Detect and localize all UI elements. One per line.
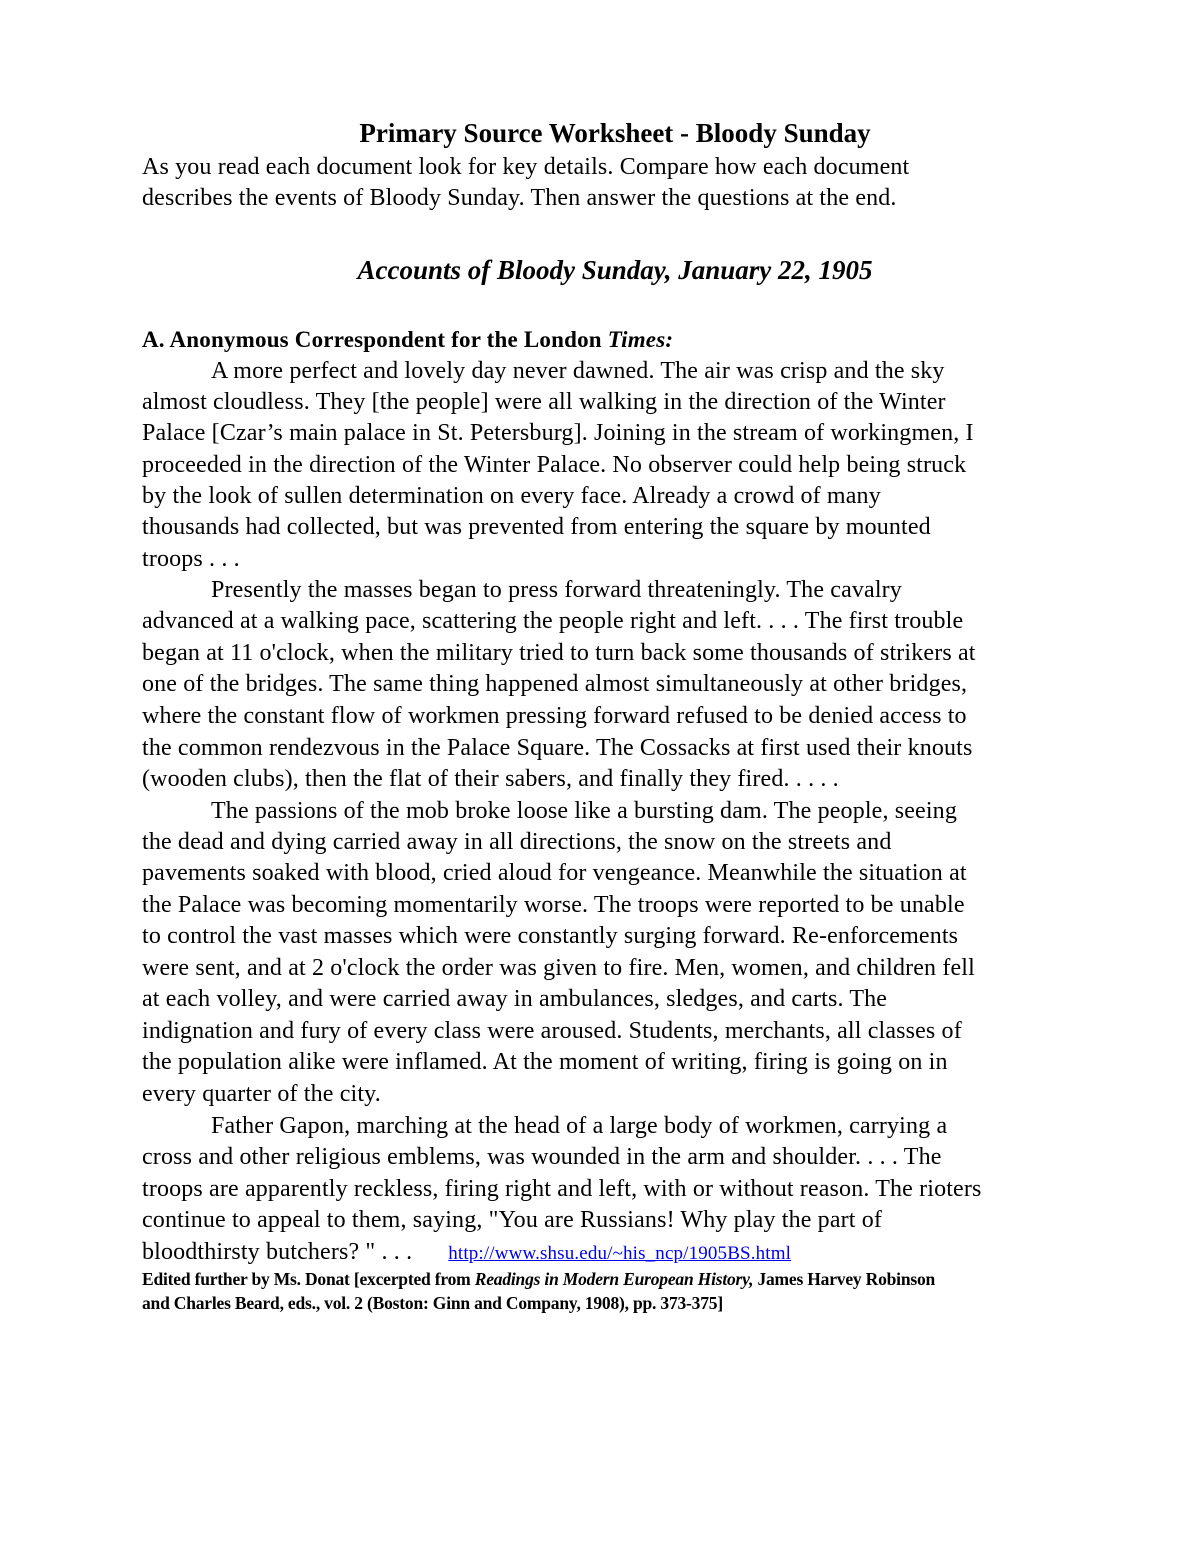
body-line-2: almost cloudless. They [the people] were all walking in the direction of the Winter <box>142 389 946 415</box>
body-line-5: by the look of sullen determination on every face. Already a crowd of many <box>142 483 881 509</box>
body-line-26: cross and other religious emblems, was wounded in the arm and shoulder. . . . The <box>142 1144 942 1170</box>
body-line-14: (wooden clubs), then the flat of their sabers, and finally they fired. . . . . <box>142 766 839 792</box>
body-line-8: Presently the masses began to press forward threateningly. The cavalry <box>211 577 902 603</box>
citation-line-1-prefix: Edited further by Ms. Donat [excerpted from <box>142 1269 475 1289</box>
source-link[interactable]: http://www.shsu.edu/~his_ncp/1905BS.html <box>448 1243 792 1264</box>
body-line-17: pavements soaked with blood, cried aloud for vengeance. Meanwhile the situation at <box>142 860 967 886</box>
section-a-heading-text: A. Anonymous Correspondent for the London <box>142 327 608 352</box>
citation-line-1-suffix: James Harvey Robinson <box>753 1269 936 1289</box>
page-title: Primary Source Worksheet - Bloody Sunday <box>359 118 871 148</box>
body-line-15: The passions of the mob broke loose like a bursting dam. The people, seeing <box>211 798 957 824</box>
body-line-21: at each volley, and were carried away in ambulances, sledges, and carts. The <box>142 986 888 1012</box>
body-line-4: proceeded in the direction of the Winter Palace. No observer could help being struck <box>142 452 967 478</box>
body-line-23: the population alike were inflamed. At the moment of writing, firing is going on in <box>142 1049 948 1075</box>
body-line-1: A more perfect and lovely day never dawned. The air was crisp and the sky <box>211 358 945 384</box>
accounts-subtitle: Accounts of Bloody Sunday, January 22, 1905 <box>357 255 873 285</box>
body-line-11: one of the bridges. The same thing happened almost simultaneously at other bridges, <box>142 671 968 697</box>
section-a-heading-times: Times: <box>607 327 674 352</box>
citation-book-title: Readings in Modern European History, <box>474 1269 754 1289</box>
body-line-27: troops are apparently reckless, firing right and left, with or without reason. The rioters <box>142 1176 982 1202</box>
body-line-7: troops . . . <box>142 546 240 572</box>
section-a-heading <box>142 325 673 355</box>
body-line-12: where the constant flow of workmen pressing forward refused to be denied access to <box>142 703 967 729</box>
body-line-24: every quarter of the city. <box>142 1081 381 1107</box>
body-line-28: continue to appeal to them, saying, "You are Russians! Why play the part of <box>142 1207 883 1233</box>
body-line-3: Palace [Czar’s main palace in St. Petersburg]. Joining in the stream of workingmen, I <box>142 420 974 446</box>
citation-line-1 <box>142 1268 935 1290</box>
body-line-20: were sent, and at 2 o'clock the order was given to fire. Men, women, and children fell <box>142 955 975 981</box>
body-line-29-text: bloodthirsty butchers? " . . . <box>142 1239 413 1265</box>
citation-line-2: and Charles Beard, eds., vol. 2 (Boston: Ginn and Company, 1908), pp. 373-375] <box>142 1293 723 1313</box>
body-line-19: to control the vast masses which were constantly surging forward. Re-enforcements <box>142 923 959 949</box>
body-line-29 <box>142 1237 791 1269</box>
body-line-16: the dead and dying carried away in all directions, the snow on the streets and <box>142 829 892 855</box>
body-line-22: indignation and fury of every class were aroused. Students, merchants, all classes of <box>142 1018 962 1044</box>
body-line-18: the Palace was becoming momentarily worse. The troops were reported to be unable <box>142 892 965 918</box>
body-line-13: the common rendezvous in the Palace Square. The Cossacks at first used their knouts <box>142 735 973 761</box>
body-line-9: advanced at a walking pace, scattering the people right and left. . . . The first trouble <box>142 608 964 634</box>
body-line-10: began at 11 o'clock, when the military tried to turn back some thousands of strikers at <box>142 640 976 666</box>
instruction-line-2: describes the events of Bloody Sunday. Then answer the questions at the end. <box>142 185 897 211</box>
body-line-6: thousands had collected, but was prevented from entering the square by mounted <box>142 514 931 540</box>
body-line-25: Father Gapon, marching at the head of a large body of workmen, carrying a <box>211 1113 948 1139</box>
instruction-line-1: As you read each document look for key details. Compare how each document <box>142 154 910 180</box>
